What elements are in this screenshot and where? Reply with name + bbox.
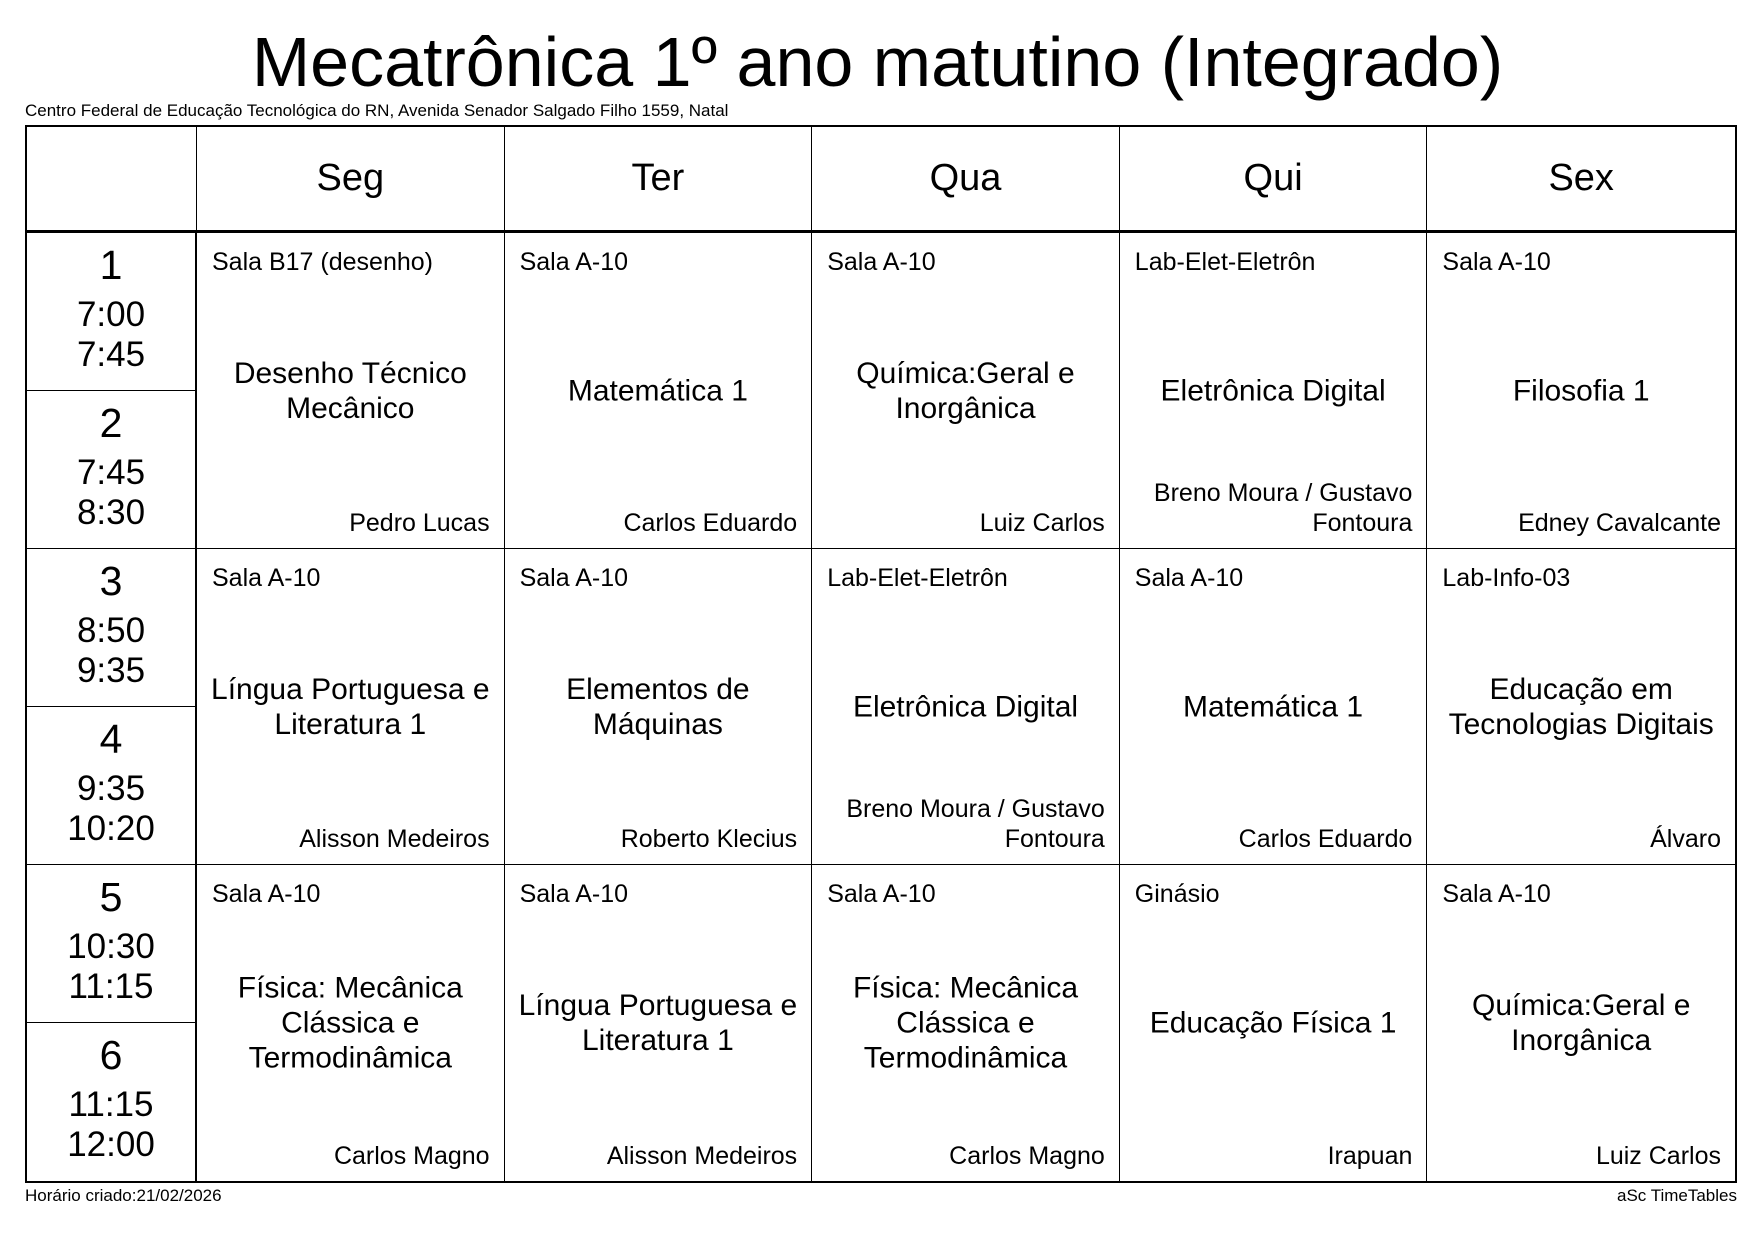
lesson-room: Sala A-10 <box>1134 564 1244 592</box>
period-number: 2 <box>99 400 123 446</box>
corner-cell <box>27 127 197 233</box>
lesson-subject: Língua Portuguesa e Literatura 1 <box>518 989 798 1057</box>
lesson-subject: Matemática 1 <box>1183 690 1364 723</box>
lesson-teacher: Carlos Magno <box>333 1142 490 1170</box>
page-title: Mecatrônica 1º ano matutino (Integrado) <box>251 23 1504 101</box>
lesson-cell <box>1427 865 1735 1181</box>
period-cell <box>27 1023 197 1181</box>
created-date: Horário criado:21/02/2026 <box>25 1186 222 1205</box>
lesson-room: Sala A-10 <box>519 880 629 908</box>
lesson-cell <box>812 233 1120 549</box>
lesson-room: Sala A-10 <box>212 880 321 908</box>
period-end-time: 10:20 <box>67 809 155 848</box>
lesson-cell <box>1120 865 1428 1181</box>
lesson-subject: Língua Portuguesa e Literatura 1 <box>211 672 490 741</box>
lesson-cell <box>505 549 813 865</box>
period-cell <box>27 707 197 865</box>
lesson-room: Sala A-10 <box>1442 248 1551 276</box>
software-credit: aSc TimeTables <box>1617 1186 1737 1205</box>
lesson-teacher: Pedro Lucas <box>349 509 490 537</box>
lesson-room: Lab-Elet-Eletrôn <box>827 564 1008 592</box>
lesson-subject: Química:Geral e Inorgânica <box>856 356 1075 425</box>
period-cell <box>27 549 197 707</box>
lesson-room: Sala A-10 <box>212 564 321 592</box>
lesson-cell <box>1120 233 1428 549</box>
lesson-teacher: Alisson Medeiros <box>606 1142 798 1170</box>
day-header: Ter <box>505 127 813 233</box>
period-start-time: 8:50 <box>76 611 146 650</box>
lesson-room: Ginásio <box>1134 880 1220 908</box>
lesson-subject: Desenho Técnico Mecânico <box>233 356 467 425</box>
day-header: Qui <box>1120 127 1428 233</box>
period-start-time: 9:35 <box>76 769 146 808</box>
lesson-room: Sala A-10 <box>827 880 936 908</box>
period-end-time: 9:35 <box>76 651 146 690</box>
school-address: Centro Federal de Educação Tecnológica do RN, Avenida Senador Salgado Filho 1559, Natal <box>25 101 729 120</box>
period-cell <box>27 391 197 549</box>
lesson-teacher: Breno Moura / Gustavo Fontoura <box>846 795 1105 853</box>
lesson-teacher: Carlos Eduardo <box>1238 825 1413 853</box>
period-number: 3 <box>99 558 123 604</box>
period-cell <box>27 865 197 1023</box>
period-start-time: 7:45 <box>76 453 146 492</box>
lesson-subject: Matemática 1 <box>567 374 748 407</box>
lesson-room: Sala A-10 <box>1442 880 1551 908</box>
lesson-subject: Química:Geral e Inorgânica <box>1471 989 1691 1057</box>
lesson-subject: Física: Mecânica Clássica e Termodinâmica <box>237 971 463 1075</box>
lesson-room: Lab-Info-03 <box>1442 564 1571 592</box>
lesson-subject: Elementos de Máquinas <box>566 672 750 741</box>
period-cell <box>27 233 197 391</box>
lesson-cell <box>197 233 505 549</box>
lesson-teacher: Carlos Magno <box>949 1142 1105 1170</box>
period-end-time: 7:45 <box>76 335 146 374</box>
period-end-time: 12:00 <box>67 1125 155 1164</box>
lesson-teacher: Carlos Eduardo <box>623 509 798 537</box>
lesson-teacher: Irapuan <box>1327 1142 1413 1170</box>
lesson-room: Sala A-10 <box>827 248 936 276</box>
lesson-teacher: Luiz Carlos <box>979 509 1105 537</box>
period-start-time: 10:30 <box>67 927 155 966</box>
period-end-time: 8:30 <box>76 493 146 532</box>
lesson-subject: Eletrônica Digital <box>852 690 1079 723</box>
lesson-teacher: Roberto Klecius <box>620 825 798 853</box>
day-header: Seg <box>197 127 505 233</box>
lesson-cell <box>1427 233 1735 549</box>
lesson-cell <box>197 549 505 865</box>
lesson-room: Sala A-10 <box>519 564 629 592</box>
period-start-time: 11:15 <box>68 1085 154 1124</box>
lesson-subject: Eletrônica Digital <box>1160 374 1386 407</box>
lesson-cell <box>197 865 505 1181</box>
lesson-cell <box>812 865 1120 1181</box>
lesson-teacher: Álvaro <box>1650 825 1721 853</box>
lesson-subject: Filosofia 1 <box>1512 374 1650 407</box>
lesson-room: Sala A-10 <box>519 248 629 276</box>
day-header: Qua <box>812 127 1120 233</box>
lesson-subject: Educação em Tecnologias Digitais <box>1448 672 1714 741</box>
lesson-cell <box>812 549 1120 865</box>
period-number: 4 <box>99 716 123 762</box>
lesson-cell <box>1120 549 1428 865</box>
period-number: 5 <box>99 874 123 920</box>
lesson-teacher: Luiz Carlos <box>1595 1142 1721 1170</box>
lesson-cell <box>1427 549 1735 865</box>
lesson-teacher: Edney Cavalcante <box>1518 509 1721 537</box>
period-start-time: 7:00 <box>76 295 146 334</box>
lesson-cell <box>505 865 813 1181</box>
timetable-grid <box>25 125 1737 1183</box>
lesson-teacher: Alisson Medeiros <box>299 825 490 853</box>
lesson-cell <box>505 233 813 549</box>
lesson-teacher: Breno Moura / Gustavo Fontoura <box>1153 479 1413 537</box>
lesson-room: Sala B17 (desenho) <box>212 248 433 276</box>
period-number: 1 <box>99 242 123 288</box>
day-header: Sex <box>1427 127 1735 233</box>
period-end-time: 11:15 <box>68 967 154 1006</box>
lesson-subject: Física: Mecânica Clássica e Termodinâmica <box>852 971 1079 1075</box>
lesson-room: Lab-Elet-Eletrôn <box>1134 248 1316 276</box>
period-number: 6 <box>99 1032 123 1078</box>
lesson-subject: Educação Física 1 <box>1149 1006 1397 1040</box>
